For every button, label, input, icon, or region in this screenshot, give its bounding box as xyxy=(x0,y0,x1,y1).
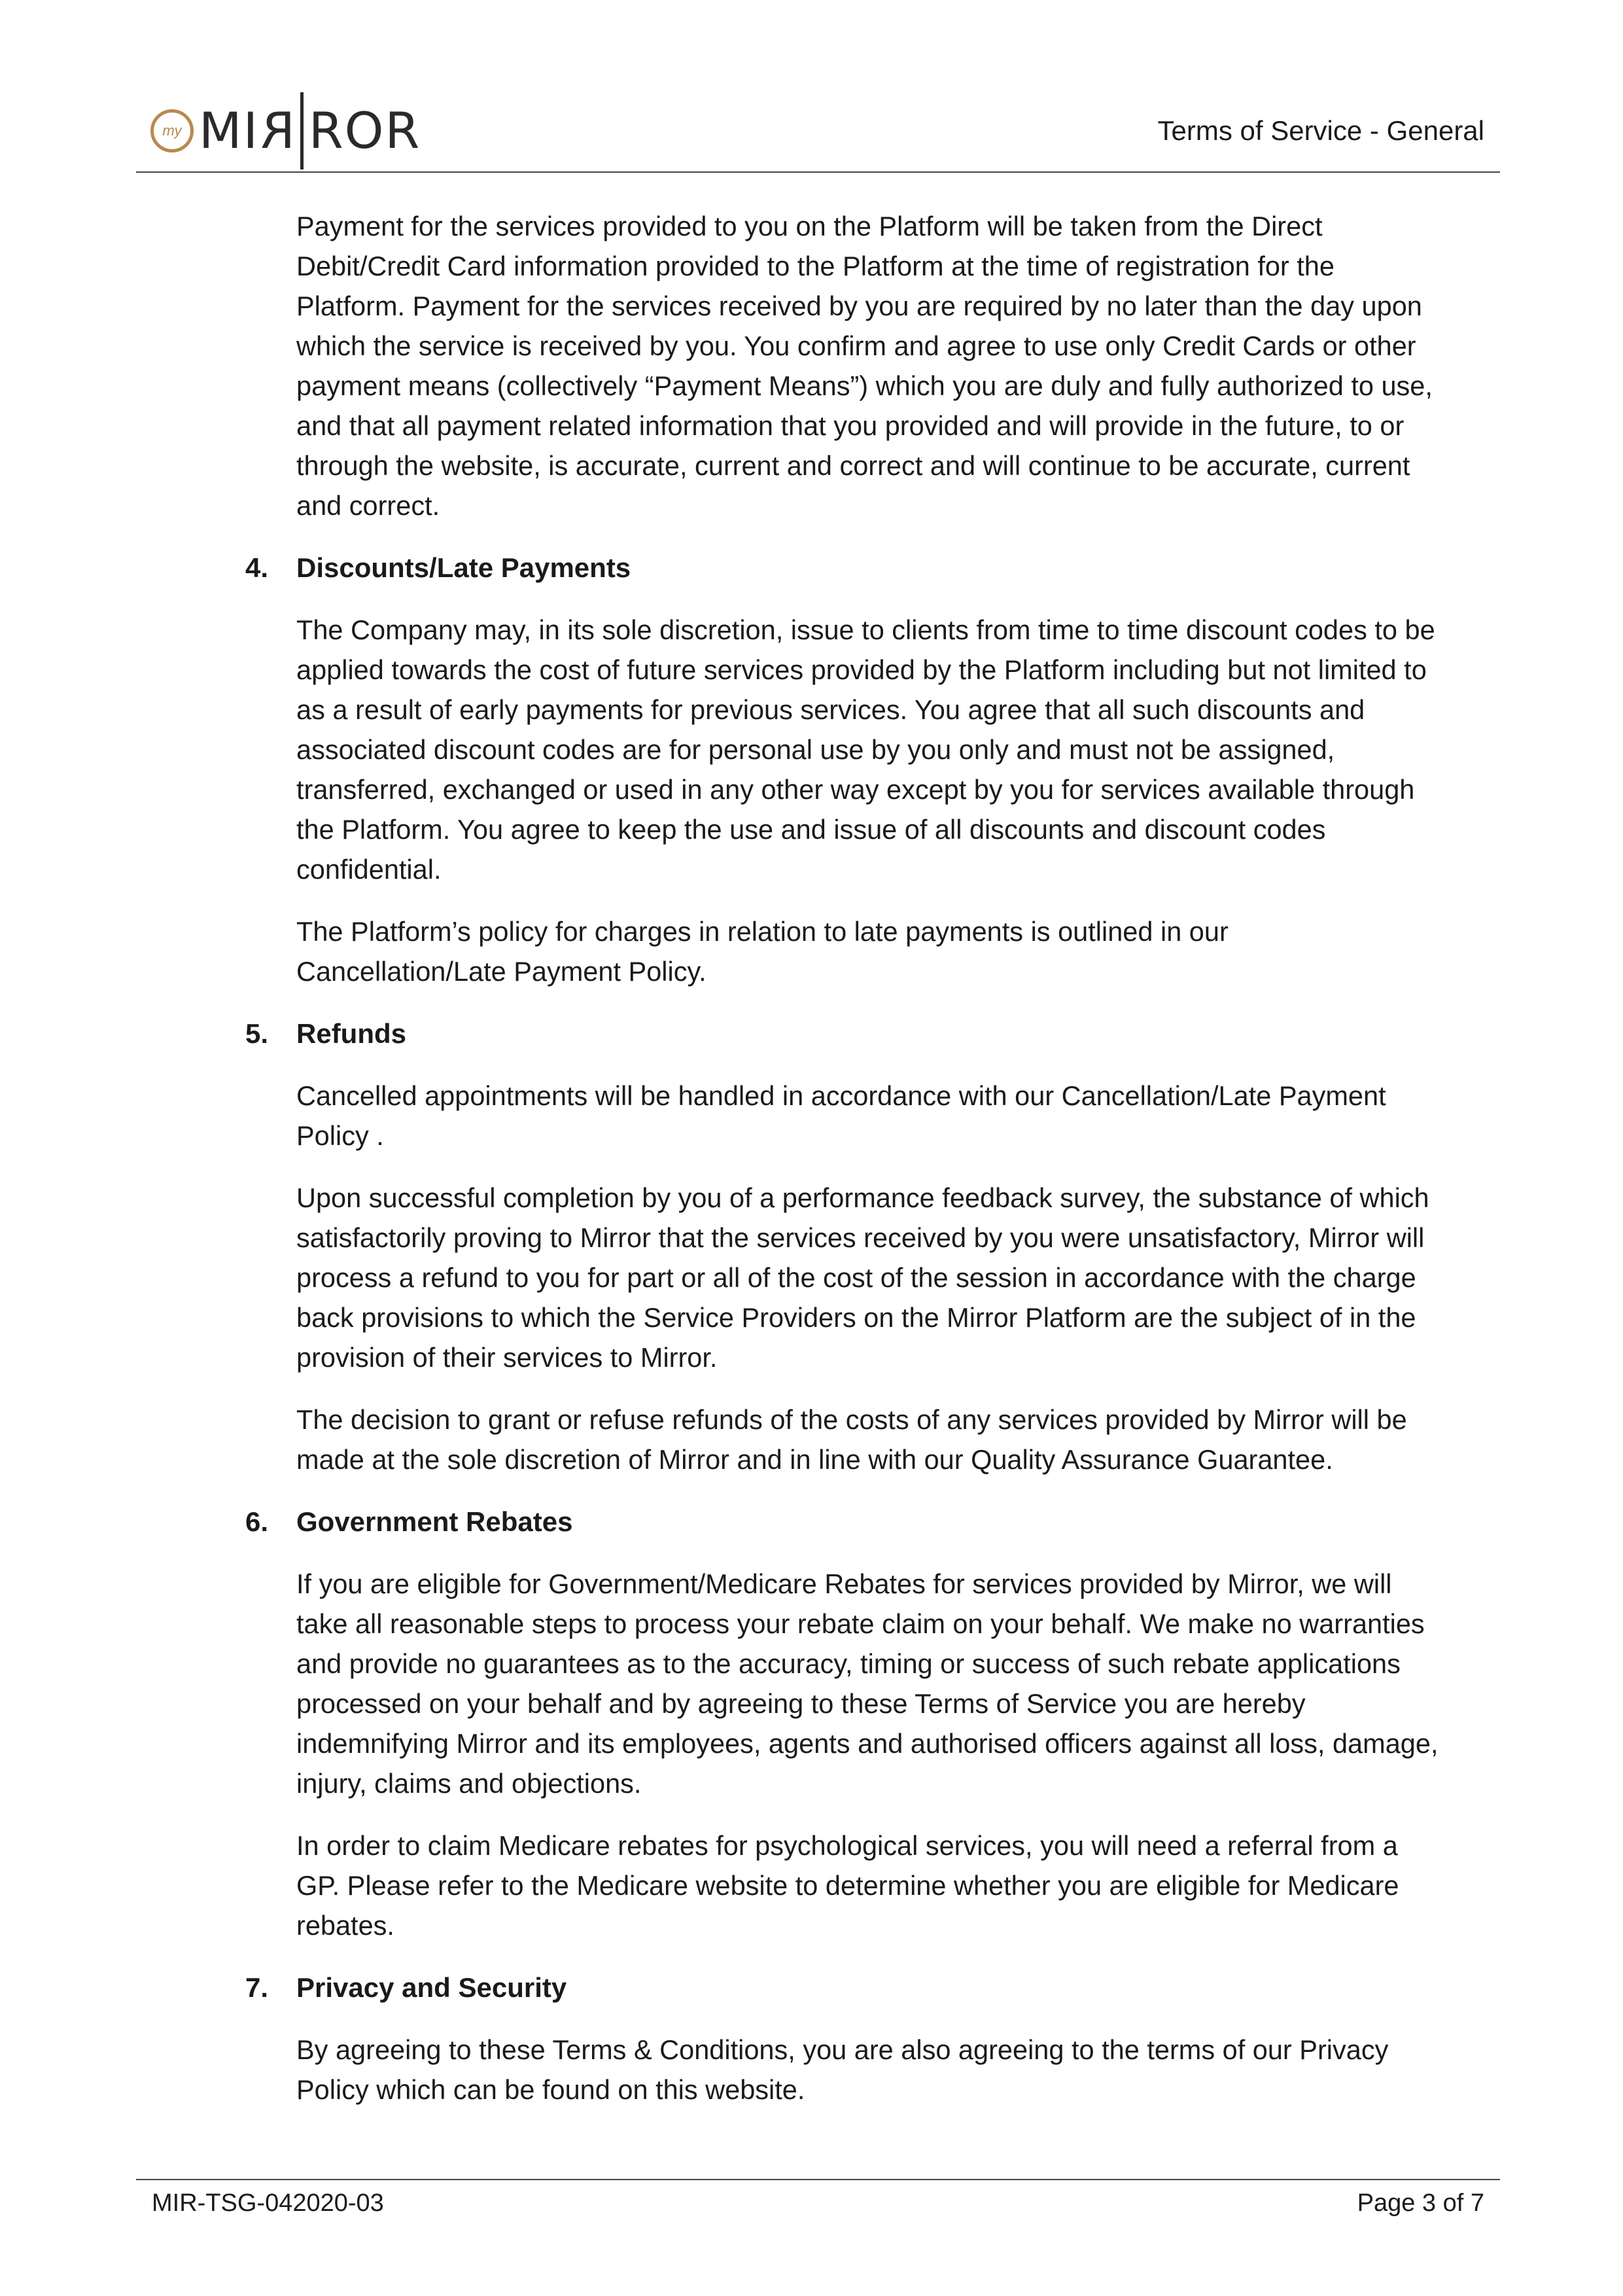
section-paragraph: The Platform’s policy for charges in relation to late payments is outlined in our Cancellation/Late Payment Policy. xyxy=(296,916,1229,987)
page-header xyxy=(136,79,1500,171)
section-paragraph: If you are eligible for Government/Medicare Rebates for services provided by Mirror, we will take all reasonable steps to process your rebate claim on your behalf. We make no warranties and provide no guarantees as to the accuracy, timing or success of such rebate applications processed on your behalf and by agreeing to these Terms of Service you are hereby indemnifying Mirror and its employees, agents and authorised officers against all loss, damage, injury, claims and objections. xyxy=(296,1568,1439,1799)
document-title: Terms of Service - General xyxy=(1157,115,1484,146)
section-heading-discounts xyxy=(245,548,1442,588)
section-heading-government-rebates xyxy=(245,1502,1442,1542)
section-paragraph: Upon successful completion by you of a performance feedback survey, the substance of which satisfactorily proving to Mirror that the services received by you were unsatisfactory, Mirror will process a refund to you for part or all of the cost of the session in accordance with the charge back provisions to which the Service Providers on the Mirror Platform are the subject of in the provision of their services to Mirror. xyxy=(296,1182,1429,1373)
mirror-logo xyxy=(150,98,421,164)
logo-wordmark xyxy=(199,92,421,169)
section-number: 6. xyxy=(245,1506,269,1537)
section-paragraph: The Company may, in its sole discretion, issue to clients from time to time discount codes to be applied towards the cost of future services provided by the Platform including but not limited to as a result of early payments for previous services. You agree that all such discounts and associated discount codes are for personal use by you only and must not be assigned, transferred, exchanged or used in any other way except by you for services available through the Platform. You agree to keep the use and issue of all discounts and discount codes confidential. xyxy=(296,614,1435,885)
logo-mirror-bar xyxy=(300,92,304,169)
logo-part2: ROR xyxy=(308,101,421,160)
logo-my-text: my xyxy=(162,122,182,139)
header-divider xyxy=(136,171,1500,173)
logo-part1: MI xyxy=(199,101,259,160)
section-paragraph: In order to claim Medicare rebates for psychological services, you will need a referral from a GP. Please refer to the Medicare website to determine whether you are eligible for Medicare rebates. xyxy=(296,1830,1399,1941)
section-number: 7. xyxy=(245,1972,269,2003)
section-paragraph: By agreeing to these Terms & Conditions, you are also agreeing to the terms of our Privacy Policy which can be found on this website. xyxy=(296,2034,1389,2105)
logo-flipped-letter: R xyxy=(259,101,295,160)
section-title: Discounts/Late Payments xyxy=(296,552,631,583)
section-paragraph: Cancelled appointments will be handled in accordance with our Cancellation/Late Payment Policy . xyxy=(296,1080,1386,1151)
page-number: Page 3 of 7 xyxy=(1357,2189,1484,2217)
section-paragraph: The decision to grant or refuse refunds of the costs of any services provided by Mirror will be made at the sole discretion of Mirror and in line with our Quality Assurance Guarantee. xyxy=(296,1404,1407,1475)
section-title: Privacy and Security xyxy=(296,1972,567,2003)
section-title: Government Rebates xyxy=(296,1506,573,1537)
section-heading-refunds xyxy=(245,1014,1442,1053)
intro-paragraph: Payment for the services provided to you on the Platform will be taken from the Direct Debit/Credit Card information provided to the Platform at the time of registration for the Platform. Payment for the services received by you are required by no later than the day upon which the service is received by you. You confirm and agree to use only Credit Cards or other payment means (collectively “Payment Means”) which you are duly and fully authorized to use, and that all payment related information that you provided and will provide in the future, to or through the website, is accurate, current and correct and will continue to be accurate, current and correct. xyxy=(296,211,1433,521)
section-title: Refunds xyxy=(296,1018,406,1049)
page-content xyxy=(245,206,1442,2132)
section-number: 5. xyxy=(245,1018,269,1049)
footer-divider xyxy=(136,2179,1500,2180)
section-number: 4. xyxy=(245,552,269,583)
logo-circle-icon xyxy=(150,109,194,152)
section-heading-privacy-security xyxy=(245,1968,1442,2007)
document-code: MIR-TSG-042020-03 xyxy=(152,2189,384,2217)
